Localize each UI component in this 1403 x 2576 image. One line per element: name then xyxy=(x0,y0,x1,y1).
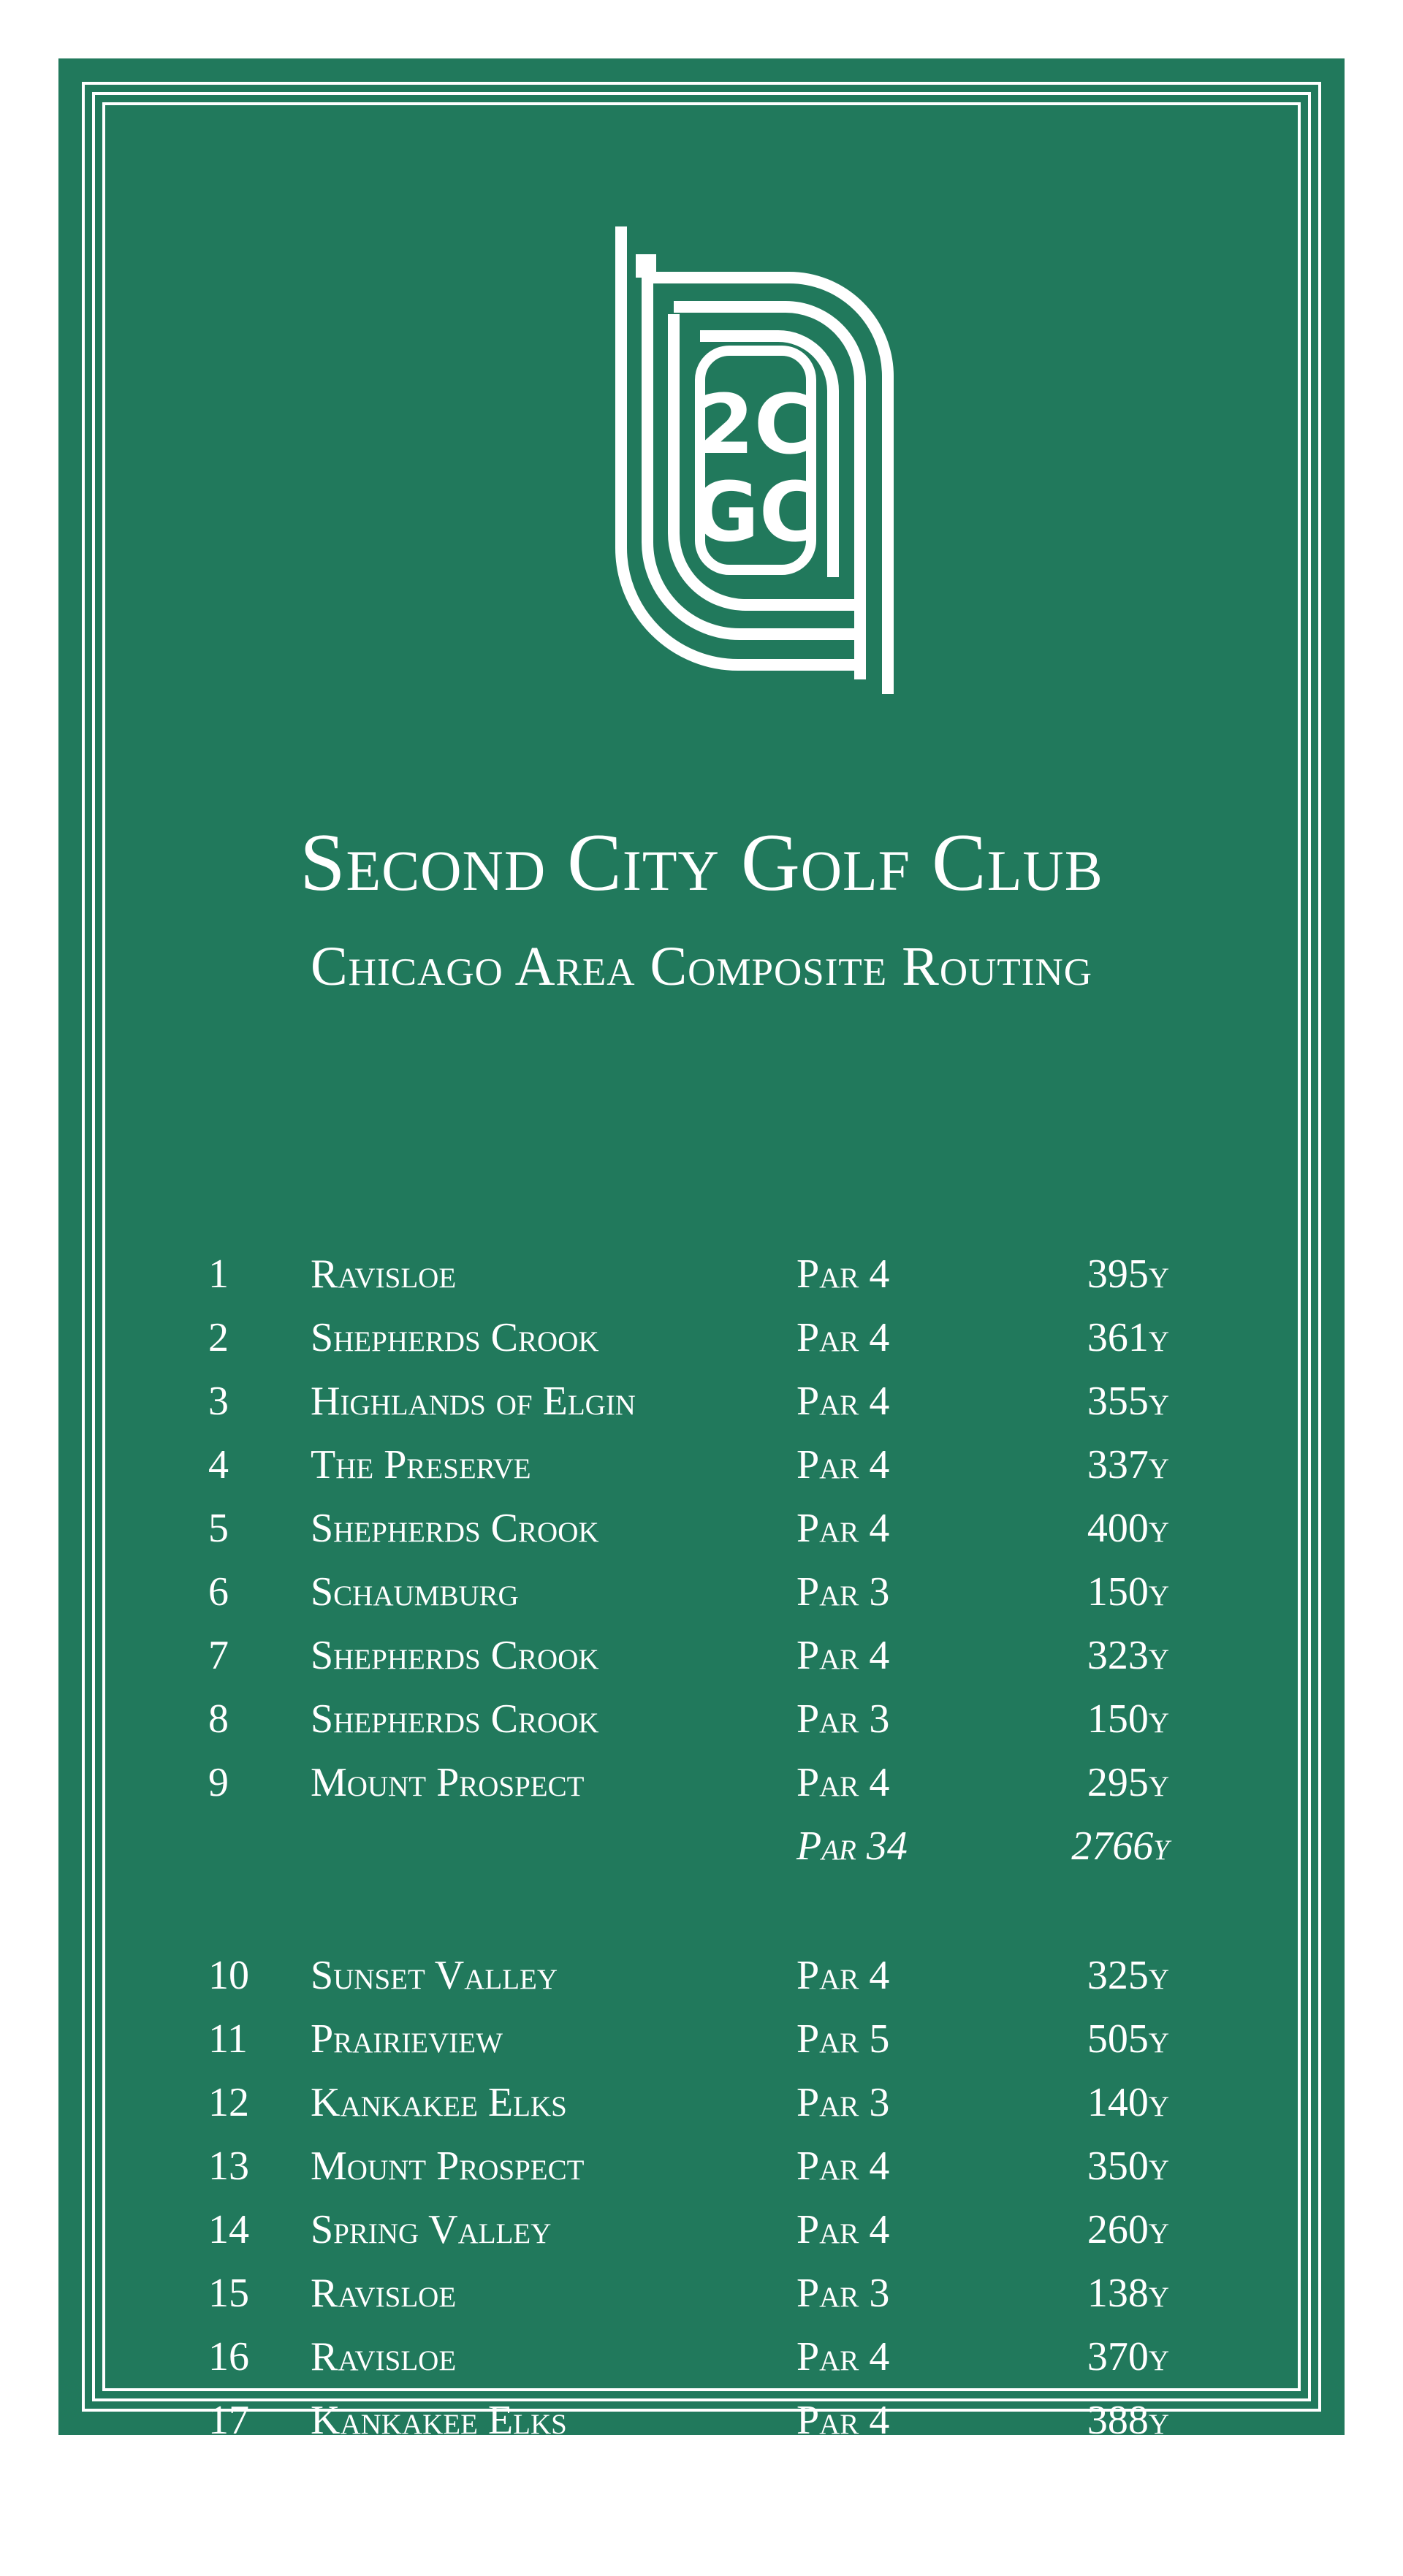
total-yardage: 2973y xyxy=(1071,2525,1169,2570)
hole-yardage: 325y xyxy=(1087,1953,1169,1998)
hole-par: Par 3 xyxy=(796,1696,890,1742)
hole-row xyxy=(58,1436,1345,1493)
hole-yardage: 355y xyxy=(1087,1379,1169,1424)
hole-yardage: 505y xyxy=(1087,2016,1169,2062)
hole-yardage: 295y xyxy=(1087,1760,1169,1805)
hole-number: 5 xyxy=(208,1506,229,1551)
hole-row xyxy=(58,2455,1345,2512)
hole-number: 6 xyxy=(208,1569,229,1615)
nine-total-row xyxy=(58,2519,1345,2576)
hole-course-name: Schaumburg xyxy=(311,1569,519,1615)
hole-number: 8 xyxy=(208,1696,229,1742)
hole-course-name: Ravisloe xyxy=(311,1251,457,1297)
hole-par: Par 5 xyxy=(796,2016,890,2062)
hole-course-name: Black Sheep xyxy=(311,2461,520,2507)
hole-number: 7 xyxy=(208,1633,229,1678)
hole-number: 12 xyxy=(208,2080,249,2125)
hole-par: Par 4 xyxy=(796,2334,890,2379)
hole-yardage: 400y xyxy=(1087,1506,1169,1551)
hole-course-name: Highlands of Elgin xyxy=(311,1379,636,1424)
hole-row xyxy=(58,1947,1345,2004)
total-yardage: 2766y xyxy=(1071,1824,1169,1869)
logo-text-bottom: GC xyxy=(691,465,820,560)
hole-row xyxy=(58,1691,1345,1748)
hole-yardage: 497y xyxy=(1087,2461,1169,2507)
hole-course-name: Mount Prospect xyxy=(311,2144,585,2189)
hole-yardage: 260y xyxy=(1087,2207,1169,2252)
club-subtitle: Chicago Area Composite Routing xyxy=(310,936,1092,997)
hole-par: Par 5 xyxy=(796,2461,890,2507)
hole-row xyxy=(58,1373,1345,1430)
scorecard xyxy=(58,58,1345,2570)
hole-course-name: Shepherds Crook xyxy=(311,1696,599,1742)
hole-par: Par 4 xyxy=(796,1379,890,1424)
hole-course-name: Sunset Valley xyxy=(311,1953,558,1998)
hole-course-name: Kankakee Elks xyxy=(311,2080,567,2125)
hole-par: Par 4 xyxy=(796,1442,890,1487)
hole-number: 1 xyxy=(208,1251,229,1297)
hole-number: 9 xyxy=(208,1760,229,1805)
hole-row xyxy=(58,2392,1345,2449)
hole-row xyxy=(58,2265,1345,2322)
hole-yardage: 388y xyxy=(1087,2398,1169,2443)
hole-par: Par 4 xyxy=(796,2207,890,2252)
total-par: Par 36 xyxy=(796,2525,908,2570)
hole-yardage: 140y xyxy=(1087,2080,1169,2125)
hole-par: Par 4 xyxy=(796,1760,890,1805)
hole-row xyxy=(58,1500,1345,1557)
hole-row xyxy=(58,1627,1345,1684)
hole-par: Par 3 xyxy=(796,2080,890,2125)
hole-yardage: 323y xyxy=(1087,1633,1169,1678)
total-par: Par 34 xyxy=(796,1824,908,1869)
hole-par: Par 4 xyxy=(796,2144,890,2189)
hole-course-name: Shepherds Crook xyxy=(311,1506,599,1551)
hole-yardage: 337y xyxy=(1087,1442,1169,1487)
hole-course-name: Ravisloe xyxy=(311,2334,457,2379)
hole-yardage: 138y xyxy=(1087,2271,1169,2316)
hole-course-name: Mount Prospect xyxy=(311,1760,585,1805)
hole-row xyxy=(58,2074,1345,2131)
hole-number: 14 xyxy=(208,2207,249,2252)
hole-par: Par 3 xyxy=(796,1569,890,1615)
hole-par: Par 4 xyxy=(796,2398,890,2443)
hole-yardage: 395y xyxy=(1087,1251,1169,1297)
hole-number: 11 xyxy=(208,2016,248,2062)
hole-par: Par 3 xyxy=(796,2271,890,2316)
hole-course-name: Ravisloe xyxy=(311,2271,457,2316)
hole-course-name: Spring Valley xyxy=(311,2207,552,2252)
hole-course-name: The Preserve xyxy=(311,1442,531,1487)
hole-row xyxy=(58,2011,1345,2068)
hole-par: Par 4 xyxy=(796,1506,890,1551)
hole-course-name: Shepherds Crook xyxy=(311,1315,599,1360)
hole-number: 2 xyxy=(208,1315,229,1360)
hole-number: 15 xyxy=(208,2271,249,2316)
hole-row xyxy=(58,1309,1345,1366)
hole-row xyxy=(58,2328,1345,2385)
hole-number: 18 xyxy=(208,2461,249,2507)
hole-row xyxy=(58,1246,1345,1303)
hole-yardage: 361y xyxy=(1087,1315,1169,1360)
logo-text-top: 2C xyxy=(696,378,815,473)
hole-number: 16 xyxy=(208,2334,249,2379)
hole-yardage: 150y xyxy=(1087,1569,1169,1615)
hole-yardage: 370y xyxy=(1087,2334,1169,2379)
hole-row xyxy=(58,1563,1345,1620)
hole-course-name: Kankakee Elks xyxy=(311,2398,567,2443)
hole-par: Par 4 xyxy=(796,1633,890,1678)
hole-number: 3 xyxy=(208,1379,229,1424)
hole-course-name: Shepherds Crook xyxy=(311,1633,599,1678)
nine-total-row xyxy=(58,1818,1345,1875)
club-logo-icon xyxy=(607,226,906,694)
hole-number: 13 xyxy=(208,2144,249,2189)
hole-number: 4 xyxy=(208,1442,229,1487)
hole-yardage: 350y xyxy=(1087,2144,1169,2189)
hole-par: Par 4 xyxy=(796,1251,890,1297)
hole-row xyxy=(58,2201,1345,2258)
hole-number: 17 xyxy=(208,2398,249,2443)
hole-course-name: Prairieview xyxy=(311,2016,503,2062)
hole-row xyxy=(58,1754,1345,1811)
hole-number: 10 xyxy=(208,1953,249,1998)
hole-par: Par 4 xyxy=(796,1315,890,1360)
club-title: Second City Golf Club xyxy=(300,818,1103,908)
hole-yardage: 150y xyxy=(1087,1696,1169,1742)
hole-row xyxy=(58,2138,1345,2195)
hole-par: Par 4 xyxy=(796,1953,890,1998)
